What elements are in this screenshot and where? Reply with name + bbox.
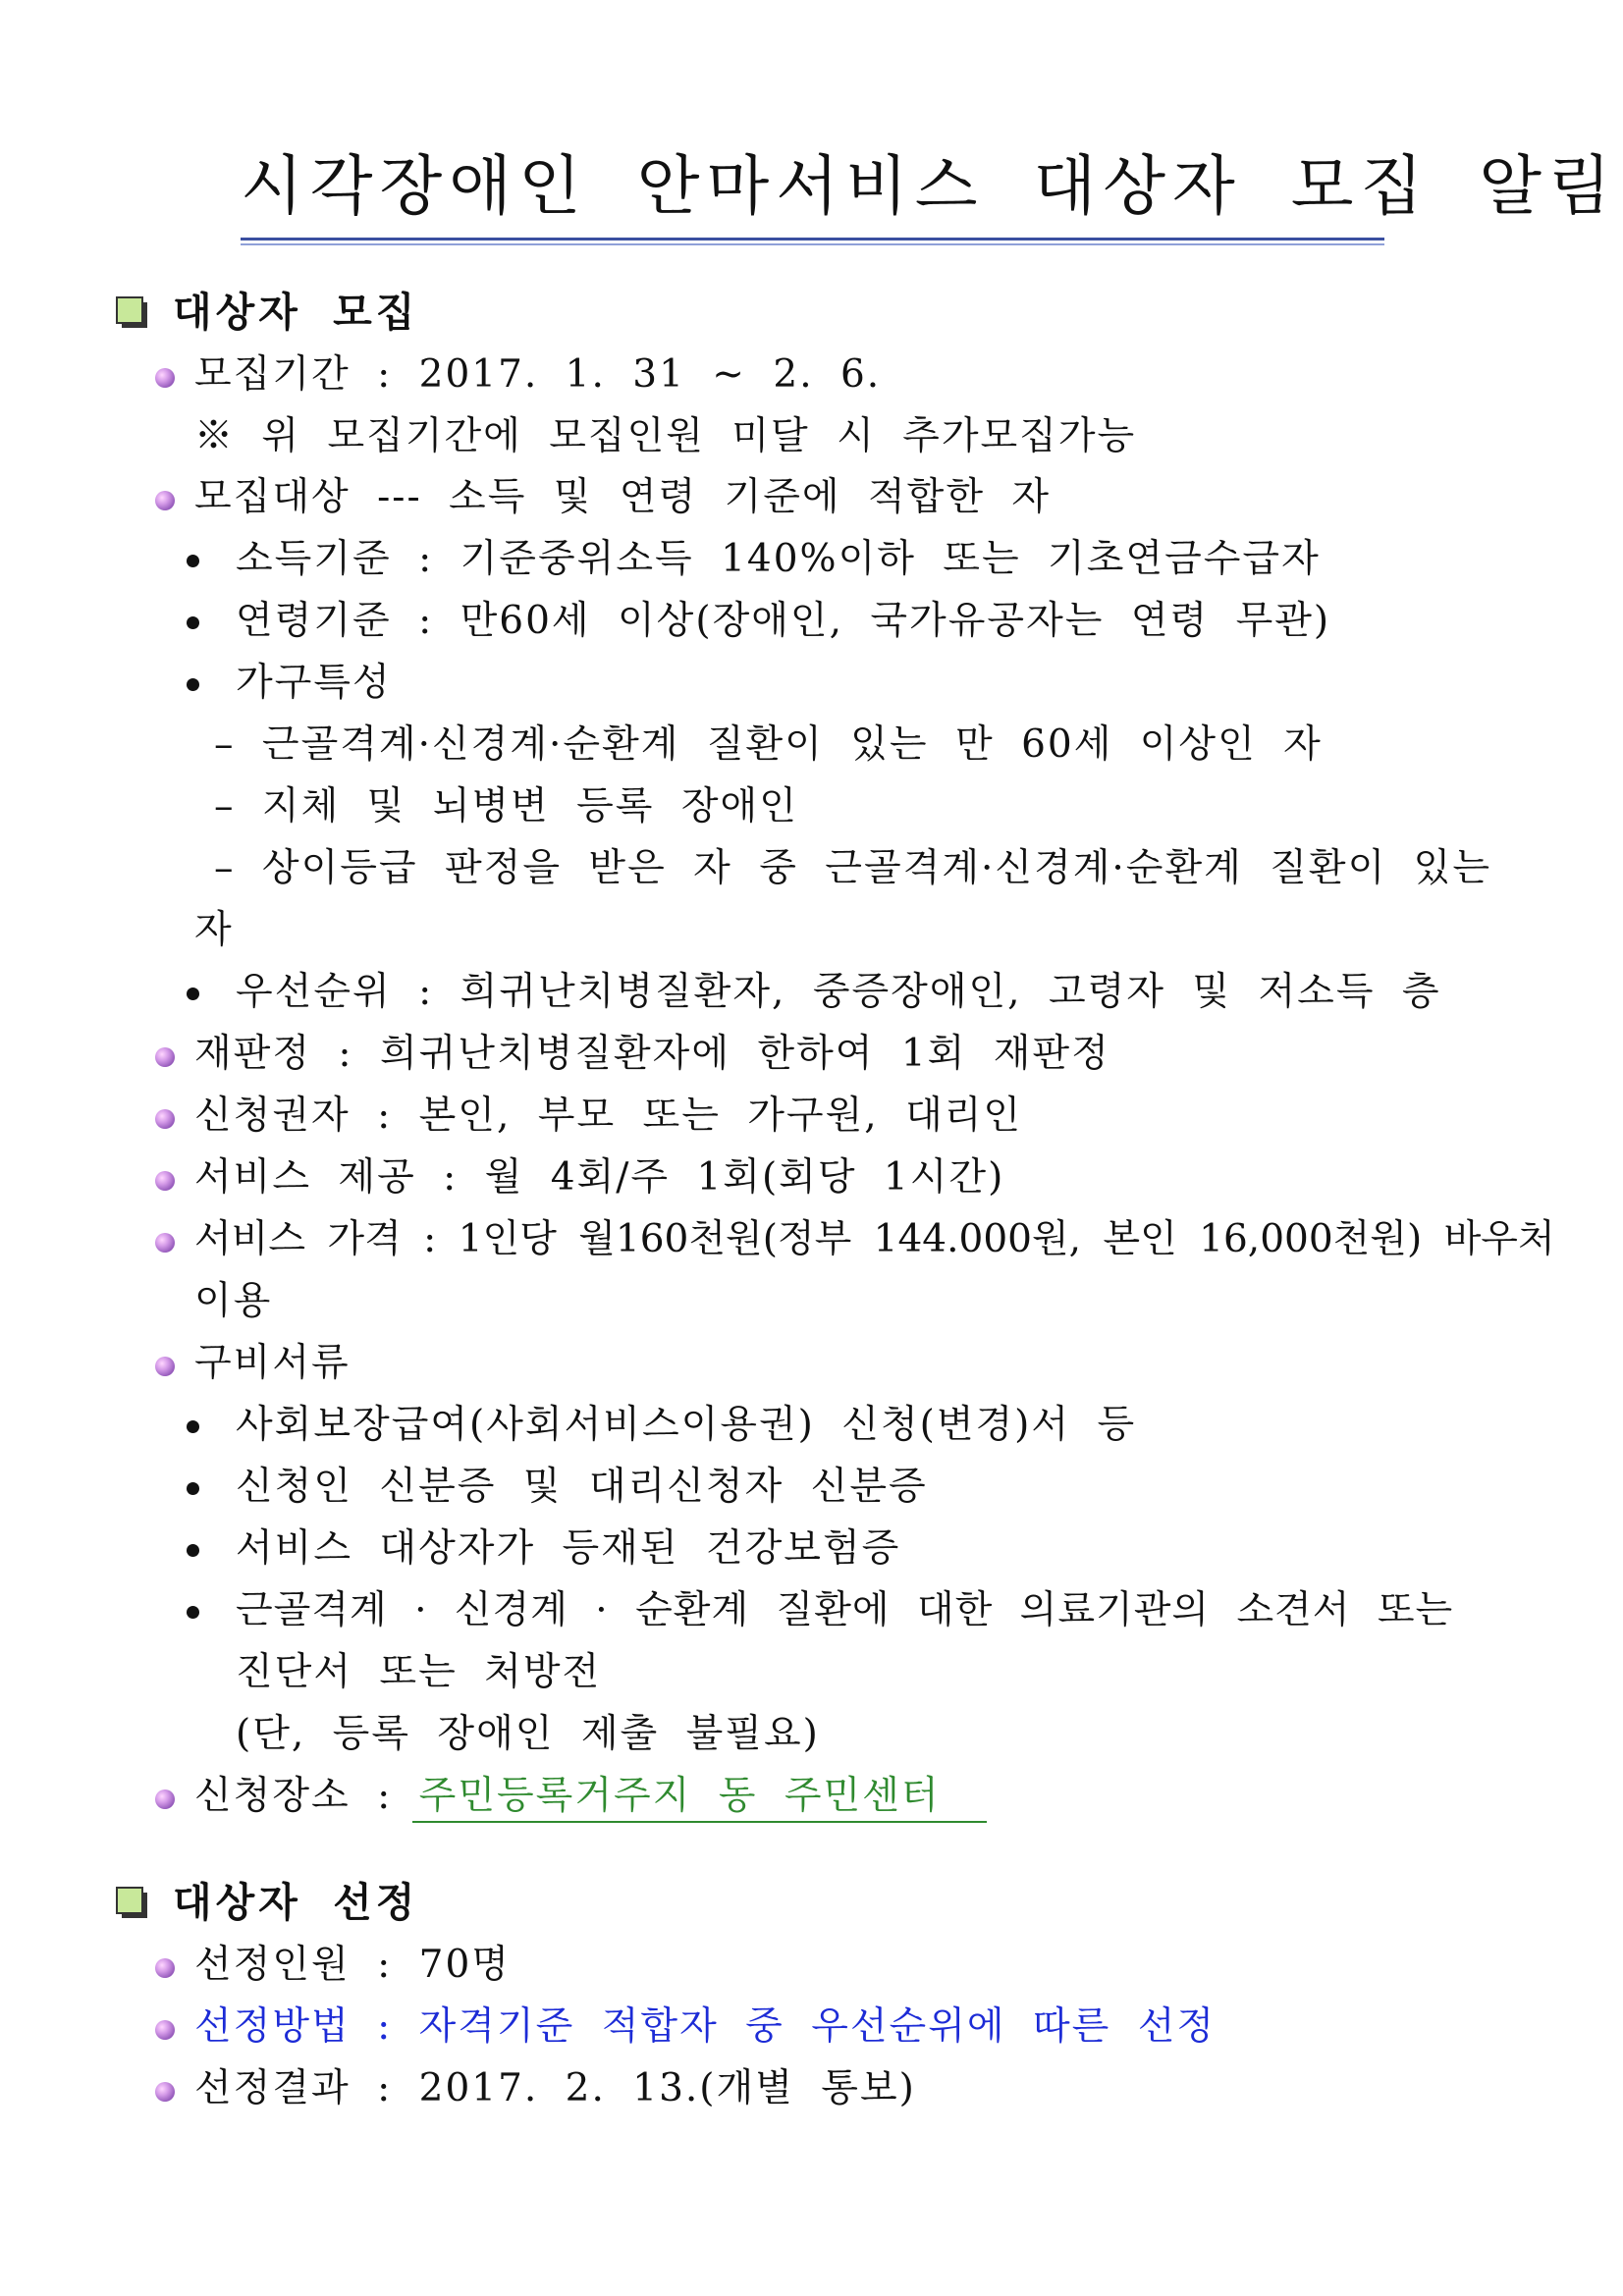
orb-bullet-icon: [155, 1958, 175, 1978]
apply-place-underline: [412, 1821, 987, 1823]
dot-bullet-icon: [187, 555, 199, 567]
service-price-cont: 이용: [194, 1279, 273, 1323]
household-item: – 근골격계·신경계·순환계 질환이 있는 만 60세 이상인 자: [214, 722, 1323, 767]
dot-bullet-icon: [187, 678, 199, 691]
dot-bullet-icon: [187, 1544, 199, 1557]
applicant: 신청권자 : 본인, 부모 또는 가구원, 대리인: [194, 1094, 1023, 1138]
apply-place-label: 신청장소 :: [194, 1774, 419, 1818]
orb-bullet-icon: [155, 1171, 175, 1191]
title-block: [241, 147, 1618, 245]
documents-label: 구비서류: [194, 1341, 351, 1385]
dot-bullet-icon: [187, 1420, 199, 1433]
service-price: 서비스 가격 : 1인당 월160천원(정부 144.000원, 본인 16,000천원) 바우처: [194, 1217, 1555, 1261]
household-item: – 지체 및 뇌병변 등록 장애인: [214, 784, 798, 828]
title-underline-thin: [241, 243, 1384, 245]
selection-count: 선정인원 : 70명: [194, 1943, 511, 1987]
orb-bullet-icon: [155, 368, 175, 388]
orb-bullet-icon: [155, 1233, 175, 1253]
rejudge: 재판정 : 희귀난치병질환자에 한하여 1회 재판정: [194, 1032, 1110, 1076]
dot-bullet-icon: [187, 988, 199, 1000]
section-heading-recruit: 대상자 모집: [173, 289, 419, 336]
document-item-note: (단, 등록 장애인 제출 불필요): [236, 1712, 820, 1756]
orb-bullet-icon: [155, 2020, 175, 2040]
selection-result: 선정결과 : 2017. 2. 13.(개별 통보): [194, 2066, 916, 2110]
document-item: 서비스 대상자가 등재된 건강보험증: [236, 1526, 901, 1571]
recruit-period-note: ※ 위 모집기간에 모집인원 미달 시 추가모집가능: [194, 414, 1137, 458]
page-title: 시각장애인 안마서비스 대상자 모집 알림: [241, 148, 1618, 224]
orb-bullet-icon: [155, 1109, 175, 1129]
square-bullet-icon: [116, 1887, 147, 1918]
document-item: 사회보장급여(사회서비스이용권) 신청(변경)서 등: [236, 1403, 1137, 1447]
income-criteria: 소득기준 : 기준중위소득 140%이하 또는 기초연금수급자: [236, 537, 1321, 581]
square-bullet-icon: [116, 296, 147, 328]
title-underline: [241, 238, 1384, 240]
orb-bullet-icon: [155, 2082, 175, 2102]
dot-bullet-icon: [187, 1482, 199, 1495]
orb-bullet-icon: [155, 491, 175, 510]
selection-method: 선정방법 : 자격기준 적합자 중 우선순위에 따른 선정: [194, 2004, 1217, 2049]
document-item-cont: 진단서 또는 처방전: [236, 1650, 602, 1694]
document-item: 근골격계 · 신경계 · 순환계 질환에 대한 의료기관의 소견서 또는: [236, 1588, 1454, 1632]
dot-bullet-icon: [187, 616, 199, 629]
household-item-cont: 자: [194, 908, 234, 952]
section-heading-selection: 대상자 선정: [173, 1879, 419, 1926]
age-criteria: 연령기준 : 만60세 이상(장애인, 국가유공자는 연령 무관): [236, 599, 1331, 643]
orb-bullet-icon: [155, 1789, 175, 1809]
household-label: 가구특성: [236, 661, 392, 705]
service-provision: 서비스 제공 : 월 4회/주 1회(회당 1시간): [194, 1155, 1005, 1200]
recruit-period: 모집기간 : 2017. 1. 31 ~ 2. 6.: [194, 352, 882, 397]
orb-bullet-icon: [155, 1047, 175, 1067]
priority: 우선순위 : 희귀난치병질환자, 중증장애인, 고령자 및 저소득 층: [236, 970, 1441, 1014]
dot-bullet-icon: [187, 1606, 199, 1619]
orb-bullet-icon: [155, 1357, 175, 1376]
apply-place: [194, 1772, 941, 1821]
household-item: – 상이등급 판정을 받은 자 중 근골격계·신경계·순환계 질환이 있는: [214, 846, 1491, 890]
document-item: 신청인 신분증 및 대리신청자 신분증: [236, 1465, 928, 1509]
apply-place-value: 주민등록거주지 동 주민센터: [418, 1774, 941, 1818]
recruit-target: 모집대상 --- 소득 및 연령 기준에 적합한 자: [194, 475, 1052, 519]
